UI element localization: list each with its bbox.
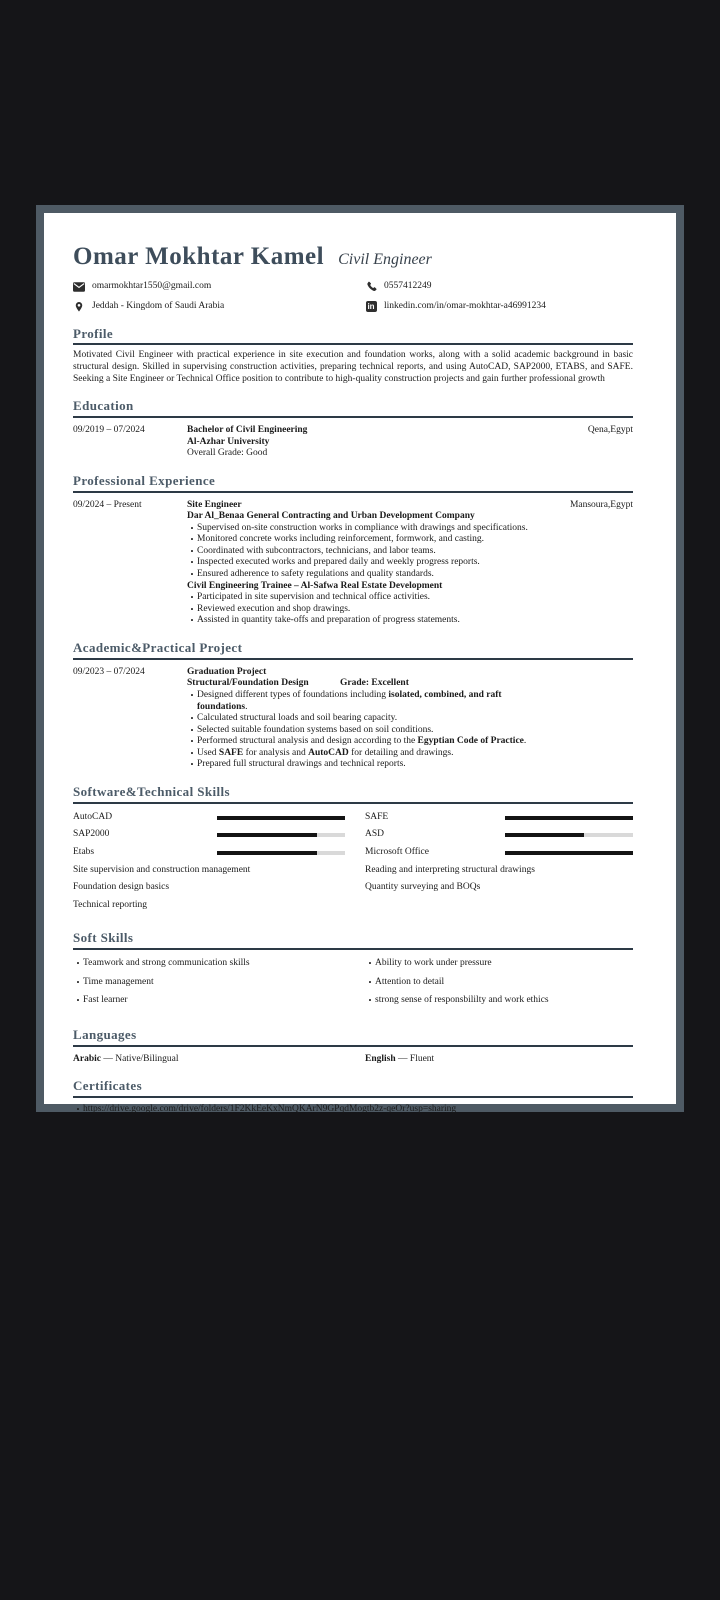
document-page-frame (36, 205, 684, 1115)
phone-icon (365, 281, 377, 293)
bullet-item (73, 958, 345, 970)
skill-item (365, 829, 633, 841)
language-item (73, 1054, 345, 1066)
bullet-item (187, 736, 553, 748)
bullet-text: Performed structural analysis and design according to the Egyptian Code of Practice. (197, 736, 527, 747)
bullet-text: strong sense of responsbililty and work ethics (375, 995, 549, 1006)
education-location: Qena,Egypt (587, 424, 633, 435)
linkedin-text[interactable]: linkedin.com/in/omar-mokhtar-a46991234 (384, 300, 546, 311)
bullet-marker: • (190, 569, 194, 580)
education-details (187, 425, 553, 460)
skill-label: Reading and interpreting structural drawings (365, 864, 535, 875)
bullet-item (187, 523, 553, 535)
education-heading: Education (73, 398, 633, 418)
bullet-marker: • (190, 522, 194, 533)
bullet-item (187, 615, 553, 627)
language-level: — Native/Bilingual (100, 1053, 179, 1064)
bullet-text: Supervised on-site construction works in compliance with drawings and specifications. (197, 522, 528, 533)
soft-skills-columns (73, 958, 633, 1014)
skill-label: Microsoft Office (365, 846, 429, 857)
language-level: — Fluent (395, 1053, 435, 1064)
location-text: Jeddah - Kingdom of Saudi Arabia (92, 300, 225, 311)
bullet-marker: • (190, 724, 194, 735)
person-name: Omar Mokhtar Kamel (73, 243, 325, 270)
bullet-item (187, 759, 553, 771)
envelope-icon (73, 281, 85, 293)
bullet-item (187, 748, 553, 760)
project-subtitle: Structural/Foundation Design (187, 678, 309, 689)
bullet-marker: • (368, 958, 372, 969)
bullet-marker: • (76, 976, 80, 987)
experience-bullets (187, 523, 553, 581)
bullet-text: Used SAFE for analysis and AutoCAD for detailing and drawings. (197, 747, 454, 758)
bullet-text: Ensured adherence to safety regulations and quality standards. (197, 569, 434, 580)
bullet-item (187, 725, 553, 737)
skill-item (365, 865, 633, 877)
certificate-link[interactable]: https://drive.google.com/drive/folders/1F2KkEeKxNmQKArN9GPqdMogtb2z-qeOr?usp=sharing (83, 1104, 457, 1115)
bullet-marker: • (190, 736, 194, 747)
skill-item (365, 882, 633, 894)
soft-skills-right-column (365, 958, 633, 1014)
skill-label: Quantity surveying and BOQs (365, 882, 481, 893)
bullet-item (187, 690, 553, 713)
skill-item (73, 847, 345, 859)
soft-skills-left-column (73, 958, 345, 1014)
skill-level-bar (505, 851, 633, 855)
bullet-text: Selected suitable foundation systems based on soil conditions. (197, 724, 434, 735)
bullet-text: Assisted in quantity take-offs and preparation of progress statements. (197, 615, 460, 626)
experience-location: Mansoura,Egypt (569, 499, 633, 510)
certificates-list (73, 1104, 633, 1116)
section-experience (73, 473, 633, 627)
skill-item (73, 812, 345, 824)
languages-heading: Languages (73, 1027, 633, 1047)
bullet-item (187, 569, 553, 581)
role-title: Site Engineer (187, 499, 242, 510)
section-profile (73, 326, 633, 386)
project-dates: 09/2023 – 07/2024 (73, 666, 145, 677)
project-heading: Academic&Practical Project (73, 640, 633, 660)
skill-item (365, 847, 633, 859)
bullet-marker: • (190, 713, 194, 724)
bullet-marker: • (190, 747, 194, 758)
project-bullets (187, 690, 553, 771)
company-name: Dar Al_Benaa General Contracting and Urban Development Company (187, 511, 475, 522)
bullet-marker: • (76, 958, 80, 969)
linkedin-icon: in (367, 301, 375, 311)
section-skills (73, 784, 633, 917)
bullet-text: Participated in site supervision and technical office activities. (197, 592, 431, 603)
project-subtitle-row (187, 678, 553, 690)
skills-columns (73, 812, 633, 917)
job-title: Civil Engineer (338, 251, 432, 268)
bullet-item (187, 534, 553, 546)
bullet-item (187, 713, 553, 725)
section-languages (73, 1027, 633, 1065)
bullet-item (187, 592, 553, 604)
email-text[interactable]: omarmokhtar1550@gmail.com (92, 280, 212, 291)
contact-email (73, 281, 365, 293)
section-education (73, 398, 633, 460)
bullet-text: Fast learner (83, 995, 128, 1006)
bullet-marker: • (190, 689, 194, 700)
skill-level-bar (217, 851, 345, 855)
skills-heading: Software&Technical Skills (73, 784, 633, 804)
bullet-text: Designed different types of foundations including isolated, combined, and raft foundations. (197, 689, 502, 712)
bullet-text: Time management (83, 976, 154, 987)
grade: Overall Grade: Good (187, 448, 268, 459)
bullet-marker: • (368, 976, 372, 987)
soft-skills-heading: Soft Skills (73, 930, 633, 950)
bullet-marker: • (190, 615, 194, 626)
skill-item (73, 900, 345, 912)
skill-label: Etabs (73, 846, 95, 857)
bullet-text: Reviewed execution and shop drawings. (197, 603, 351, 614)
map-pin-icon (73, 301, 85, 313)
bullet-marker: • (190, 534, 194, 545)
education-dates: 09/2019 – 07/2024 (73, 424, 145, 435)
profile-text: Motivated Civil Engineer with practical experience in site execution and foundation works, along with a solid academic background in basic structural design. Skilled in supervising construction activities, preparing technical reports, and using AutoCAD, SAP2000, ETABS, and SAFE. Seeking a Site Engineer or Technical Office position to contribute to high-quality construction projects and gain further professional growth (73, 350, 633, 384)
contact-location (73, 301, 365, 313)
skill-label: Site supervision and construction management (73, 864, 251, 875)
profile-heading: Profile (73, 326, 633, 346)
bullet-marker: • (368, 995, 372, 1006)
skill-item (73, 865, 345, 877)
skills-left-column (73, 812, 345, 917)
bullet-item (365, 977, 633, 989)
bullet-text: Ability to work under pressure (375, 958, 492, 969)
bullet-marker: • (190, 603, 194, 614)
skill-label: ASD (365, 829, 385, 840)
bullet-item (73, 977, 345, 989)
skill-label: SAFE (365, 811, 389, 822)
bullet-marker: • (76, 1104, 80, 1115)
skill-label: SAP2000 (73, 829, 110, 840)
bullet-marker: • (190, 545, 194, 556)
project-details (187, 667, 553, 771)
bullet-item (187, 604, 553, 616)
header (73, 243, 633, 271)
languages-row (73, 1054, 633, 1066)
skill-level-bar (505, 833, 633, 837)
experience-dates: 09/2024 – Present (73, 499, 142, 510)
project-location (553, 667, 633, 771)
language-name: English (365, 1053, 396, 1064)
role2-title: Civil Engineering Trainee – Al-Safwa Real Estate Development (187, 580, 443, 591)
bullet-text: Attention to detail (375, 976, 445, 987)
contact-phone (365, 281, 633, 293)
resume-page (44, 213, 676, 1115)
bullet-marker: • (190, 592, 194, 603)
section-project (73, 640, 633, 771)
language-item (365, 1054, 633, 1066)
bullet-item (73, 995, 345, 1007)
bullet-text: Teamwork and strong communication skills (83, 958, 250, 969)
skill-label: Foundation design basics (73, 882, 170, 893)
skill-label: AutoCAD (73, 811, 113, 822)
bullet-text: Calculated structural loads and soil bearing capacity. (197, 713, 398, 724)
skill-item (365, 812, 633, 824)
skill-item (73, 829, 345, 841)
language-name: Arabic (73, 1053, 101, 1064)
bullet-marker: • (76, 995, 80, 1006)
skill-level-bar (217, 833, 345, 837)
education-entry (73, 425, 633, 460)
certificate-item (73, 1104, 633, 1116)
bullet-item (187, 546, 553, 558)
section-soft-skills (73, 930, 633, 1014)
contact-info (73, 281, 633, 313)
project-grade: Grade: Excellent (340, 678, 409, 689)
skill-item (73, 882, 345, 894)
project-title: Graduation Project (187, 666, 267, 677)
university: Al-Azhar University (187, 436, 270, 447)
skill-level-bar (217, 816, 345, 820)
bullet-text: Monitored concrete works including reinforcement, formwork, and casting. (197, 534, 485, 545)
skills-right-column (365, 812, 633, 917)
certificates-heading: Certificates (73, 1078, 633, 1098)
experience-details (187, 500, 553, 627)
bullet-text: Prepared full structural drawings and technical reports. (197, 759, 406, 770)
bullet-marker: • (190, 759, 194, 770)
experience-bullets-2 (187, 592, 553, 627)
bullet-item (365, 995, 633, 1007)
skill-label: Technical reporting (73, 899, 147, 910)
bullet-item (365, 958, 633, 970)
phone-text: 0557412249 (384, 280, 432, 291)
bullet-marker: • (190, 557, 194, 568)
experience-heading: Professional Experience (73, 473, 633, 493)
section-certificates (73, 1078, 633, 1115)
contact-linkedin (365, 301, 633, 313)
skill-level-bar (505, 816, 633, 820)
bullet-text: Coordinated with subcontractors, technicians, and labor teams. (197, 545, 436, 556)
bullet-item (187, 557, 553, 569)
experience-entry (73, 500, 633, 627)
degree: Bachelor of Civil Engineering (187, 424, 308, 435)
bullet-text: Inspected executed works and prepared daily and weekly progress reports. (197, 557, 480, 568)
project-entry (73, 667, 633, 771)
